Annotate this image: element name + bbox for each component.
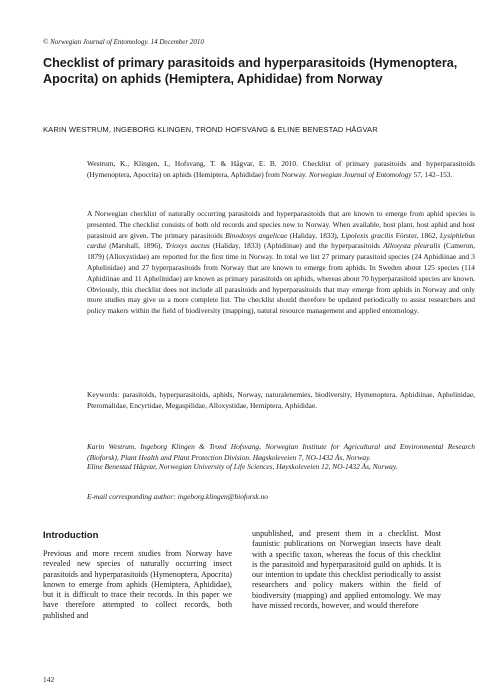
abstract-part1: A Norwegian checklist of naturally occurring parasitoids and hyperparasitoids that are known to emerge from aphid species is presented. The checklist consists of both old records and species new to Norway. When available, host plant, host aphid and host parasitoid are given. The primary parasitoids (87, 209, 475, 240)
abstract-a4: (Haliday, 1833) (Aphidiinae) and the hyperparasitoids (209, 241, 384, 251)
author-list: KARIN WESTRUM, INGEBORG KLINGEN, TROND HOFSVANG & ELINE BENESTAD HÅGVAR (43, 125, 378, 134)
abstract (87, 209, 475, 317)
species-trioxys: Trioxys auctus (165, 241, 210, 251)
introduction-column-1: Previous and more recent studies from Norway have revealed new species of naturally occurring insect parasitoids and hyperparasitoids (Hymenoptera, Apocrita) known to emerge from aphids (Hemiptera, Aphididae), but it is difficult to trace their records. In this paper we have therefore attempted to collect records, both published and (43, 549, 232, 620)
abstract-a3: (Marshall, 1896), (106, 241, 166, 251)
affiliation-2: Eline Benestad Hågvar, Norwegian University of Life Sciences, Høyskoleveien 12, NO-1432 Ås, Norway. (87, 462, 398, 471)
introduction-heading: Introduction (43, 530, 99, 541)
corresponding-email: E-mail corresponding author: ingeborg.klingen@bioforsk.no (87, 492, 268, 501)
species-binodoxys: Binodoxys angelicae (225, 230, 288, 240)
keywords: Keywords: parasitoids, hyperparasitoids, aphids, Norway, naturalenemies, biodiversity, Hymenoptera, Aphidiinae, Aphelinidae, Pteromalidae, Encyrtidae, Megaspilidae, Alloxystidae, Hemiptera, Aphididae. (87, 390, 475, 410)
affiliation-1: Karin Westrum, Ingeborg Klingen & Trond Hofsvang, Norwegian Institute for Agricultural and Environmental Research (Bioforsk), Plant Health and Plant Protection Division. Høgskoleveien 7, NO-1432 Ås, Norway. (87, 442, 475, 462)
article-title: Checklist of primary parasitoids and hyperparasitoids (Hymenoptera, Apocrita) on aphids (Hemiptera, Aphididae) from Norway (43, 56, 458, 86)
citation-text: Westrum, K., Klingen, I., Hofsvang, T. & Hågvar, E. B. 2010. Checklist of primary parasitoids and hyperparasitoids (Hymenoptera, Apocrita) on aphids (Hemiptera, Aphididae) from Norway. (87, 159, 475, 179)
species-lipolexis: Lipolexis gracilis (341, 230, 394, 240)
citation-volume-pages: 57, 142–153. (413, 169, 453, 179)
page-number: 142 (43, 675, 55, 684)
species-lysiphlebus: Lysiphlebus cardui (87, 230, 476, 251)
abstract-part2: (Cameron, 1879) (Alloxystidae) are reported for the first time in Norway. In total we list 27 primary parasitoid species (24 Aphidiinae and 3 Aphelinidae) and 27 hyperparasitoids from Norway that are known to emerge from aphids. In Sweden about 125 species (114 Aphidiinae and 11 Aphelinidae) are known as primary parasitoids on aphids, whereas about 70 hyperparasitoid species are known. Obviously, this checklist does not include all parasitoids and hyperparasitoids that may emerge from aphids in Norway and only more studies may give us a more complete list. The checklist should therefore be updated periodically to assist researchers and policy makers within the field of biodiversity (mapping), natural resource management and applied entomology. (87, 241, 475, 316)
abstract-a1: (Haliday, 1833), (287, 230, 342, 240)
abstract-a2: Förster, 1862, (393, 230, 440, 240)
citation (87, 159, 475, 181)
introduction-column-2: unpublished, and present them in a checklist. Most faunistic publications on Norwegian insects have dealt with a specific taxon, whereas the focus of this checklist is the parasitoid and hyperparasitoid guild on aphids. It is our intention to update this checklist periodically to assist researchers and policy makers within the field of biodiversity (mapping) and applied entomology. We may have missed records, however, and would therefore (252, 529, 441, 611)
citation-journal: Norwegian Journal of Entomology (308, 169, 412, 179)
journal-header: © Norwegian Journal of Entomology. 14 December 2010 (43, 38, 204, 46)
species-alloxysta: Alloxysta pleuralis (383, 241, 441, 251)
